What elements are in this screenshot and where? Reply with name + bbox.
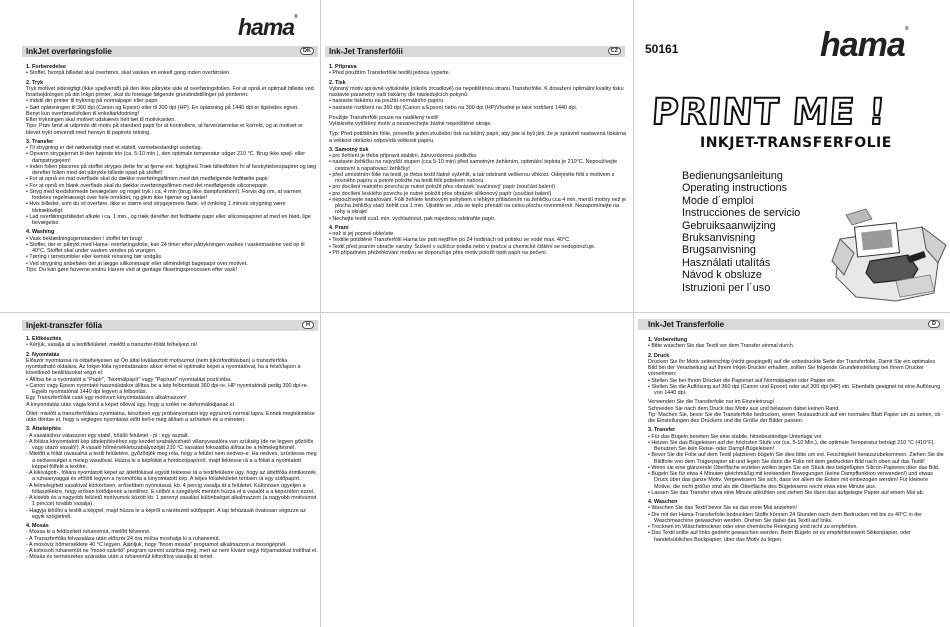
hu-s2-heading: 2. Nyomtatás xyxy=(26,351,60,358)
list-item: • Před použitím Transferfólie textilii jednou vyperte. xyxy=(329,70,627,76)
paragraph: A kinyomtatás után vágja körül a képet ollóval úgy, hogy a szélei ne deformálódjanak el. xyxy=(26,401,236,408)
list-item: • For at opnå en mat overflade skal du dække overføringsfilmen med det medfølgende fedttætte papir. xyxy=(26,176,318,182)
de-s4-heading: 4. Waschen xyxy=(648,499,678,505)
language-item: Operating instructions xyxy=(682,182,788,195)
list-item: • Bevor Sie die Folie auf dem Textil platzieren bügeln Sie dies bitte um evt. Feuchtigkeit herauszubekommen. Ziehen Sie die Bildfolie von dem Trägerpapier ab und legen Sie dann die Folie mit dem gedruckten Bild nach oben auf das Textil! xyxy=(648,452,944,465)
language-item: Bruksanvisning xyxy=(682,232,756,245)
list-item: • Stryg med kredsformede bevægelser og noget tryk i ca. 4 min (brug ikke dampfunktion!). Forvis dig om, at varmen fordeles regelmæssigt over hele området, og glem ikke hjørner og kanter! xyxy=(26,189,318,202)
hu-s3-heading: 3. Átteleipítés xyxy=(26,426,62,433)
paragraph: Egy Transzferfóliát csak egy motívum kinyomtatására alkalmazzon! xyxy=(26,395,187,402)
list-item: • Nechejte textil cca1 min. vychladnout, pak najednou odstraňte papír. xyxy=(329,216,627,222)
list-item: • Inden folien placeres på stoffet stryges dette for at fjerne evt. fugtighed.Træk billedfolien fri af beskyttelsespapiret og læg derefter folien med det påtrykte billede opad på stoffet! xyxy=(26,164,318,177)
list-item: - A fóliára kinyomtatott kép áttelepítéséhez egy kezdet szabályozható villanyvasalóra van szükség (de ne legyen gőzölős vagy utazó vasaló!). A vasaló hőmérsékletszabályozóját 210 °C vasalási fokozatba állítsa be a felmelegítésnél. xyxy=(26,439,318,452)
list-item: • Bügeln Sie für etwa 4 Minuten gleichmäßig mit kreisenden Bewegungen (keine Dampffunktion verwenden!) und etwas Druck über das ganze Motiv. Vergewissern Sie sich, dass vor allem die Ecken mit einbezogen werden! Für kleinere Motive, die nicht größer sind als die Oberfläche des Bügeleisens reicht etwa eine Minute aus. xyxy=(648,471,944,490)
list-item: • Für das Bügeln bereiten Sie eine stabile, hitzebeständige Unterlage vor. xyxy=(648,434,944,440)
list-item: • Lassen Sie das Transfer etwa eine Minute abkühlen und ziehen Sie dann das aufgelegte Papier auf einem Mal ab. xyxy=(648,490,944,496)
list-item: - A kimosott ruhanemût ne "mosó-szárító" program szerint szárítsa meg, mert az nem kívánt vegyi folyamatokat indíthat el. xyxy=(26,548,318,554)
de-panel xyxy=(634,313,950,627)
dk-body xyxy=(26,64,318,310)
list-item: • Das Textil sollte auf links gedreht gewaschen werden. Beim Bügeln ist es empfehlenswert Silikonpapier, oder handelsübliches Backpapier, über das Motiv zu legen. xyxy=(648,530,944,543)
list-item: • Sæt opløsningen til 360 dpi (Canon og Epson) eller til 300 dpi (HP). En opløsning på 1440 dpi er ligeledes egnet. xyxy=(26,105,318,111)
list-item: - A Transzferfólia felvasalása után először 24 óra múlva moshatja ki a ruhanemüt. xyxy=(26,536,318,542)
cz-panel xyxy=(321,0,633,312)
list-item: • Tørring i tørretumbler eller kemisk rensning bør undgås. xyxy=(26,254,318,260)
dk-s3-heading: 3. Transfer xyxy=(26,138,54,145)
hu-title: Injekt-transzfer fólia xyxy=(26,321,103,330)
list-item: • Die mit der Hama-Transferfolie bedruckten Stoffe können 24 Stunden nach dem Bedrucken mit bis zu 40°C in der Waschmaschine gewaschen werden. Drehen Sie dabei das Textil auf links. xyxy=(648,512,944,525)
dk-header xyxy=(22,46,318,57)
list-item: - Mielőtt a fóliát rávasalná a textil felületére, győződjék meg róla, hogy a felület nem nedves-e. Ha nedves, szüntesse meg a nedvességet a meleg vasalóval. Húzza le a képfóliát a hordozópapírról, majd fektesse rá a a fóliát a nyomtatott képpel fölfelé a textilre. xyxy=(26,451,318,470)
list-item: • Til strygning er det nødvendigt med et stabilt, varmebestandigt underlag. xyxy=(26,145,318,151)
list-item: • Bitte waschen Sie das Textil vor dem Transfer einmal durch. xyxy=(648,343,944,349)
list-item: • před umístěním fólie na textil, je třeba textil řádně vyžehlit, a tak odstranit veškerou vlhkost. Odejměte fólii s motivem z nosného papíru a potom položte na textil fólii potiskem nahoru xyxy=(329,172,627,185)
language-item: Návod k obsluze xyxy=(682,269,762,282)
cz-s4-list xyxy=(329,231,627,256)
language-item: Brugsanvisning xyxy=(682,244,756,257)
cover-subtitle: INKJET-TRANSFERFOLIE xyxy=(700,135,892,151)
tip: Tip: Machen Sie, bevor Sie die Transferfolie bedrucken, einen Testausdruck auf ein normales Blatt Papier um zu sehen, ob die Einstellungen des Druckers und die Größe der Bilder passen. xyxy=(648,411,941,424)
paragraph: Schneiden Sie nach dem Druck das Motiv aus und belassen dabei keinen Rand. xyxy=(648,405,840,412)
cz-s4-heading: 4. Praní xyxy=(329,224,349,231)
hu-s4-heading: 4. Mosás xyxy=(26,523,49,529)
tshirt-illustration xyxy=(826,205,948,307)
list-item: • nastavte rozlišení na 360 dpi (Canon a Epson) nebo na 300 dpi (HP)Vhodné je také rozlišení 1440 dpi. xyxy=(329,105,627,111)
list-item: • Lad overføringsbilledet afkøle i ca. 1 min., og træk derefter det fedttætte papir eller siliconepapiret af med en blød, lige bevægelse. xyxy=(26,214,318,227)
list-item: • nastavte tiskárnu na použití normálního papíru xyxy=(329,98,627,104)
de-s3-heading: 3. Transfer xyxy=(648,427,676,434)
list-item: • Hvis billedet, som du vil overføre, ikke er større end strygejernets flade, vil omkring 1 minuts strygning være tilstrækkeligt. xyxy=(26,201,318,214)
de-body xyxy=(648,337,944,625)
language-item: Mode d´emploi xyxy=(682,194,754,207)
hu-panel xyxy=(0,313,320,627)
paragraph: Vybraný motiv správně vytiskněte (nikoliv zrcadlově) na nepotištěnou stranu Transferfólie. K dosažení optimální kvality tisku nastavte parametry vaší tiskárny dle následujících pokynů: xyxy=(329,85,624,98)
de-title: Ink-Jet Transferfolie xyxy=(648,320,725,329)
list-item: • Textilie potištěné Transferfólií Hama lze prát nejdříve po 24 hodinách od potisku ve vodě max. 40°C. xyxy=(329,237,627,243)
paragraph: Vytiskněte vytištěný motiv a nezanechejte žádné nepotištěné okraje. xyxy=(329,121,492,127)
de-s1-heading: 1. Vorbereitung xyxy=(648,337,688,343)
dk-s4-heading: 4. Washing xyxy=(26,229,55,236)
list-item: • pro žehlení je třeba připravit stabilní, žáruvzdornou podložku xyxy=(329,153,627,159)
list-item: • Waschen Sie das Textil bevor Sie es das erste Mal anziehen! xyxy=(648,505,944,511)
dk-panel xyxy=(0,0,320,312)
list-item: • Heizen Sie das Bügeleisen auf der höchsten Stufe vor (ca. 5-10 Min.), die optimale Temperatur beträgt 210 °C (410°F). Benutzen Sie kein Reise- oder Dampf-Bügeleisen! xyxy=(648,440,944,453)
dk-s1-heading: 1. Forberedelse xyxy=(26,64,66,70)
list-item: • pro docílení matného povrchu je nutné položit přes obrázek 'svačinový' papír (součást balení) xyxy=(329,184,627,190)
list-item: • než si jej poprvé oblečete xyxy=(329,231,627,237)
de-header xyxy=(638,319,944,330)
list-item: - Hagyja kihűlni a textilt a képpel, majd húzza le a képről a rárétezett sütőpapírt. A lap lehúzását óvatosan végezze az egyik szögletnél. xyxy=(26,508,318,521)
dk-s2-heading: 2. Tryk xyxy=(26,79,44,86)
list-item: • nepoužívejte napařování. Fólii žehlete kruhovým pohybem s lehkým přitlačením na žehličku cca 4 min, menší motivy než je plocha žehličky stačí žehlit cca 1 min. Ujistěte se, zda se teplo přenáší na celou plochu rovnoměrně. Nezapomínejte na rohy a okraje! xyxy=(329,197,627,216)
list-item: - A mosóvíz hőmérséklete 40 °C legyen. Ajánljuk, hogy "finom mosás" programot alkalmazzon a mosógépnél. xyxy=(26,542,318,548)
hama-logo-cover: hama® xyxy=(820,26,908,64)
list-item: • For at opnå en blank overflade skal du dække overføringsfilmen med det medfølgende siliconepapir. xyxy=(26,183,318,189)
dk-s4-list xyxy=(26,236,318,267)
tip: Ötlet: mielõtt a transzferfóliára nyomtatna, készítsen egy próbanyomatot egy egyszerû normál lapra. Ennek megtekintése után döntse el, hogy a végleges nyomtatás előtt kell-e még állítani a színeken és a méreten. xyxy=(26,410,315,423)
list-item: • Stellen Sie die Auflösung auf 360 dpi (Canon und Epson) oder auf 300 dpi (HP) ein. Ebenfalls geeignet ist eine Auflösung von 1440 dpi. xyxy=(648,384,944,397)
paragraph: Efter trykningen skal motivet udskæres helt tæt til motivkanten. xyxy=(26,117,176,123)
dk-flag: DK xyxy=(300,47,314,55)
paragraph: Drucken Sie Ihr Motiv seitenrichtig (nicht gespiegelt) auf die unbedruckte Seite der Transferfolie. Damit Sie ein optimales Bild bei der Verarbeitung auf Ihrem Inkjet-Drucker erhalten, sollten Sie folgende Grundeinstellung bei Ihrem Drucker vornehmen: xyxy=(648,358,936,378)
list-item: • pro docílení lesklého povrchu je nutné položit přes obrázek silikonový papír (součást balení) xyxy=(329,191,627,197)
cz-header xyxy=(325,46,625,57)
de-s4-list xyxy=(648,505,944,543)
cz-s1-list xyxy=(329,70,627,76)
hu-s4-list xyxy=(26,529,318,560)
language-item: Istruzioni per l´uso xyxy=(682,281,771,294)
language-item: Instrucciones de servicio xyxy=(682,207,801,220)
list-item: • Stoffet, hvorpå billedet skal overføres, skal vaskes en enkelt gang inden overførslen. xyxy=(26,70,318,76)
tip: Tips: Prøv først at udprinte dit motiv på standard papir for at kontrollere, at farve/størrelse er korrekt, og at motivet er blevet trykt omvendt med hensyn til papirets retning. xyxy=(26,123,303,136)
hu-header xyxy=(22,320,318,331)
de-s1-list xyxy=(648,343,944,349)
hu-flag: H xyxy=(302,321,314,329)
cz-s3-heading: 3. Samotný tisk xyxy=(329,146,369,153)
paragraph: Tryk motivet sidevigtigt (ikke spejlvendt) på den ikke påtrykte side af overføringsfolien. For at opnå et optimalt billede ved forarbejdningen på din Inkjet printer, skal du foretage følgende grundindstillinger på printeren: xyxy=(26,85,314,98)
language-list xyxy=(682,170,800,294)
list-item: - Mosás és természetes száradás után a ruhanemüt kifordítva vasalja át ismét. xyxy=(26,554,318,560)
print-me-title: PRINT ME ! xyxy=(650,92,888,133)
cz-s3-list xyxy=(329,153,627,222)
list-item: • Stellen Sie bei Ihrem Drucker die Papierart auf Normalpapier oder Papier ein. xyxy=(648,378,944,384)
de-s3-list xyxy=(648,434,944,497)
dk-s2-list xyxy=(26,98,318,111)
cz-title: Ink-Jet Transferfólii xyxy=(329,47,403,56)
list-item: • Při případném přežehlování motivu se doporučuje přes motiv položit opět papír na pečení. xyxy=(329,250,627,256)
cz-s1-heading: 1. Příprava xyxy=(329,64,357,70)
list-item: • Állítsa be a nyomtatót a "Papír", "Normálpapír" vagy "Papírart" nyomtatási pozícióba. xyxy=(26,377,318,383)
list-item: • Stoffer, der er påtrykt med Hama- overføringsfolie, kan 24 timer efter påtrykningen vaskes i vaskemaskine ved op til 40°C. Stoffet skal under vasken vendes på vrangen. xyxy=(26,242,318,255)
list-item: • Vask beklædningsgenstanden / stoffet før brug! xyxy=(26,236,318,242)
dk-s3-list xyxy=(26,145,318,226)
language-item: Bedienungsanleitung xyxy=(682,170,783,182)
de-s2-heading: 2. Druck xyxy=(648,352,670,359)
dk-title: InkJet overføringsfolie xyxy=(26,47,112,56)
de-flag: D xyxy=(928,320,940,328)
paragraph: Benyt kun overførselsfolien til enkeltarkfodning! xyxy=(26,110,139,117)
paragraph: Először nyomtassa rá oldalhelyesen az Ön által kiválasztott motívumot (nem tükörfordításban) a transzferfólia nyomtatható oldalára. Az Inkjet-fólia nyomtatásakor akkor érhet el optimális képet a nyomtatóval, ha a felsõ/lapon a következõ beállításokat végzi el: xyxy=(26,357,301,377)
cz-flag: CZ xyxy=(608,47,621,55)
model-number: 50161 xyxy=(645,42,679,56)
tip: Typ: Před potištěním fólie, proveďte jeden zkušební tisk na běžný papír, aby jste si byli jisti, že je správně nastavená tiskárna a velikost obrázku odpovídá velikosti papíru. xyxy=(329,131,626,144)
cz-s2-heading: 2. Tisk xyxy=(329,79,346,86)
list-item: • Wenn sie eine glänzende Oberfläche erzielen wollen legen Sie ein Stück des beigefügten Silicon-Papieres über das Bild. xyxy=(648,465,944,471)
list-item: • Trocknen im Wäschetrockner oder eine chemische Reinigung sind nicht zu empfehlen. xyxy=(648,524,944,530)
list-item: • Indstil din printer til trykning på normalpapir eller papir. xyxy=(26,98,318,104)
hu-s1-heading: 1. Előkészítés xyxy=(26,336,62,342)
list-item: - A kikívágott-, fóliára nyomtatott képet az áttétfóliával együtt fektesse rá a textilfelületre úgy, hogy az áttétfólia érintkezzék a ruhaanyaggal és efölött legyen a nyomófólia a kinyomtatott kép. A teljes fóliafelületet terítsen rá egy sütőpapírt. xyxy=(26,470,318,483)
list-item: • Canon vagy Epson nyomtató használatakor állítsa be a kép felbontását 360 dpi-re, HP nyomtatónál pedig 300 dpi-re. Egyéb nyomtatónál 1440 dpi legyen a felbontás. xyxy=(26,383,318,396)
cz-s2-list xyxy=(329,98,627,111)
list-item: - A kisebb és a nagyobb felületű motívumok között kb. 1 perenyi vasalási különbséget alkalmazzon (a nagyobb motívumot 1 percce) tovább vasalja). xyxy=(26,495,318,508)
dk-s1-list xyxy=(26,70,318,76)
list-item: • Kérjük, vasalja át a textilfelületet, mielőtt a transzfer-fóliát felhelyezi rá! xyxy=(26,342,318,348)
list-item: - Mossa ki a feldíszített ruhanemüt, mielőtt felvenné. xyxy=(26,529,318,535)
list-item: • nastavte žehličku na nejvyšší stupen (cca 5-10 min) před samotným žehlením, optimální teplota je 210°C. Nepoužívejte cestovní a napařovací žehličky! xyxy=(329,159,627,172)
tip: Tips: Du kan gøre farverne endnu klarere ved at gentage fikseringsprocessen efter vask! xyxy=(26,266,238,273)
hu-s1-list xyxy=(26,342,318,348)
list-item: • Opvarm strygejernet til den højeste trin (ca. 5-10 min.), den optimale temperatur udgør 210 °C. Brug ikke spejl- eller dampstrygejern! xyxy=(26,151,318,164)
de-s2-list xyxy=(648,378,944,397)
list-item: • Ved strygning anbefales det at lægge silikonepapir eller allmindeligt bagepapir over motivet. xyxy=(26,261,318,267)
hu-s2-list xyxy=(26,377,318,396)
paragraph: Verwenden Sie die Transferfolie nur im Einzeleinzug! xyxy=(648,399,775,406)
list-item: - A vasaláshoz válasszon egy stabil, hőálló felületet - pl.: egy asztalt. xyxy=(26,433,318,439)
hu-s3-list xyxy=(26,433,318,521)
language-item: Gebruiksaanwijzing xyxy=(682,219,776,232)
hu-body xyxy=(26,336,318,625)
list-item: • Textil před praním obraťte naruby. Sušení v sušičce prádla nebo v pračce a chemické čištění se nedoporučuje. xyxy=(329,244,627,250)
hama-logo: hama® xyxy=(238,14,297,40)
cz-body xyxy=(329,64,627,310)
language-item: Használati utalítás xyxy=(682,256,771,269)
list-item: - A felmelegített vasalóval körkörösen, erősebben nyomással, kb. 4 percig vasalja át a felületet. Különösen ügyeljen a fóliaszélekre, hogy erősen kötődjenek a textilhez. E célból a szegélyek mentén húzza el a vasalót a a képszélen ezzel. xyxy=(26,483,318,496)
paragraph: Použijte Transferfólii pouze na nadělený textil! xyxy=(329,114,439,121)
